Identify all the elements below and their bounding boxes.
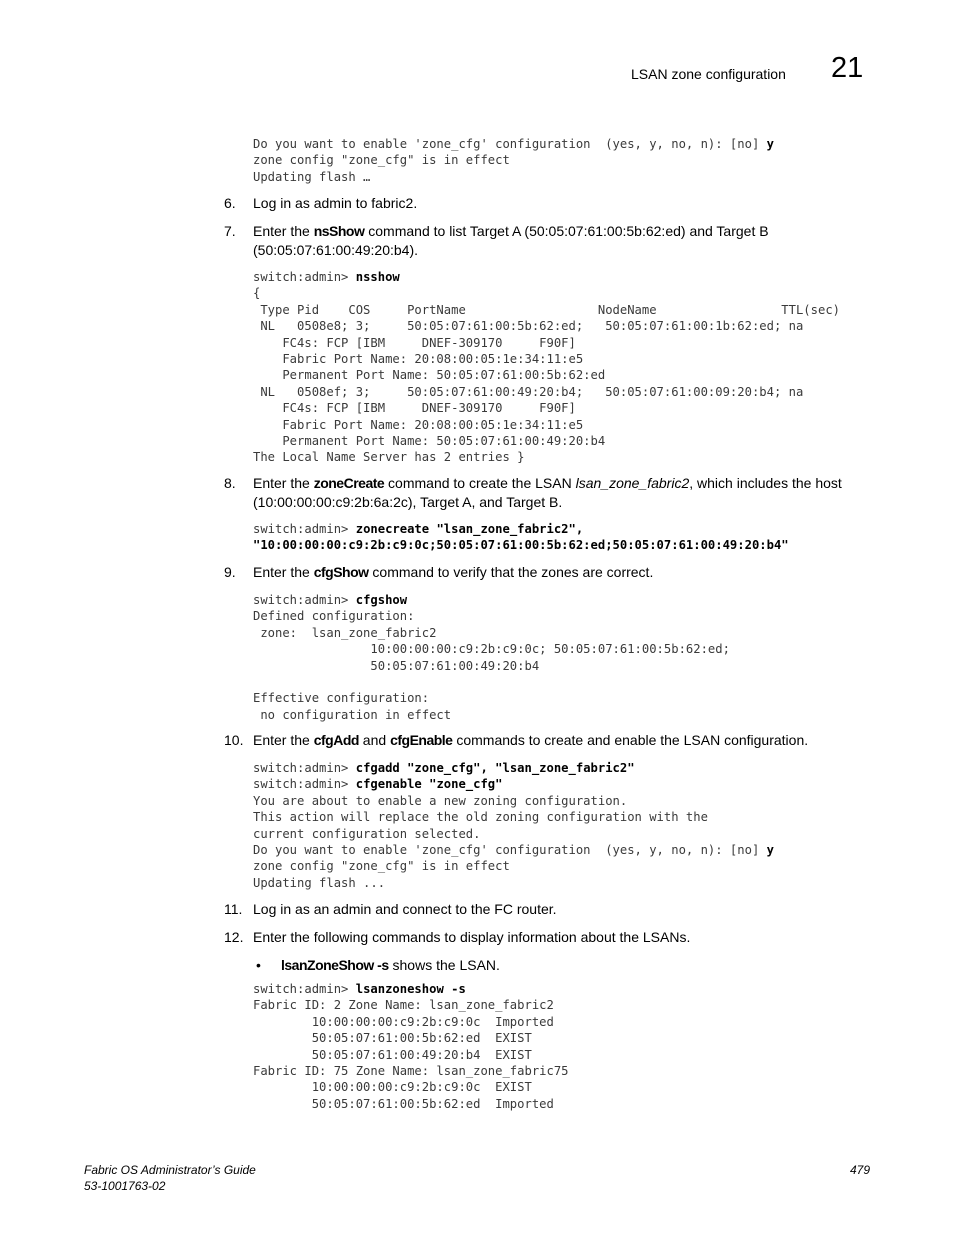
command-name: lsanZoneShow -s <box>281 957 389 973</box>
step-number: 12. <box>224 929 244 945</box>
doc-number: 53-1001763-02 <box>84 1179 166 1193</box>
step-text: Enter the zoneCreate command to create the LSAN lsan_zone_fabric2, which includes the host (10:00:00:00:c9:2b:6a:2c), Target A, and Target B. <box>253 475 842 510</box>
section-title: LSAN zone configuration <box>631 66 786 82</box>
command-input: cfgshow <box>355 593 408 607</box>
code-block-cfgadd-cfgenable: switch:admin> cfgadd "zone_cfg", "lsan_zone_fabric2" switch:admin> cfgenable "zone_cfg" You are about to enable a new zoning configuration. This action will replace the old zoning configuration with the current configuration selected. Do you want to enable 'zone_cfg' configuration (yes, y, no, n): [no] y zone config "zone_cfg" is in effect Updating flash ... <box>253 761 774 890</box>
step-number: 8. <box>224 475 236 491</box>
step-number: 10. <box>224 732 244 748</box>
bullet-text: lsanZoneShow -s shows the LSAN. <box>281 957 500 973</box>
bullet-icon: • <box>256 957 261 973</box>
command-input: cfgenable "zone_cfg" <box>355 777 503 792</box>
command-input: zonecreate "lsan_zone_fabric2", <box>355 522 584 536</box>
code-block-zonecreate: switch:admin> zonecreate "lsan_zone_fabric2", "10:00:00:00:c9:2b:c9:0c;50:05:07:61:00:5b:62:ed;50:05:07:61:00:49:20:b4" <box>253 522 789 553</box>
user-input: y <box>766 843 774 858</box>
zone-name: lsan_zone_fabric2 <box>575 475 690 491</box>
step-number: 11. <box>224 901 243 917</box>
command-name: cfgShow <box>313 564 369 580</box>
command-input: "10:00:00:00:c9:2b:c9:0c;50:05:07:61:00:5b:62:ed;50:05:07:61:00:49:20:b4" <box>253 538 789 553</box>
user-input: y <box>766 137 774 151</box>
command-name: cfgAdd <box>313 732 359 748</box>
step-number: 9. <box>224 564 236 580</box>
code-line: zone config "zone_cfg" is in effect <box>253 153 510 168</box>
book-title: Fabric OS Administrator’s Guide <box>84 1163 256 1177</box>
chapter-number: 21 <box>831 52 864 84</box>
code-block-lsanzoneshow: switch:admin> lsanzoneshow -s Fabric ID: 2 Zone Name: lsan_zone_fabric2 10:00:00:00:c9:2b:c9:0c Imported 50:05:07:61:00:5b:62:ed EXIST 50:05:07:61:00:49:20:b4 EXIST Fabric ID: 75 Zone Name: lsan_zone_fabric75 10:00:00:00:c9:2b:c9:0c EXIST 50:05:07:61:00:5b:62:ed Imported <box>253 982 569 1111</box>
command-name: zoneCreate <box>313 475 385 491</box>
code-block-cfgshow: switch:admin> cfgshow Defined configuration: zone: lsan_zone_fabric2 10:00:00:00:c9:2b:c9:0c; 50:05:07:61:00:5b:62:ed; 50:05:07:61:00:49:20:b4 Effective configuration: no configuration in effect <box>253 593 730 722</box>
command-name: nsShow <box>313 223 365 239</box>
step-text: Enter the cfgShow command to verify that the zones are correct. <box>253 564 654 580</box>
code-block-enable-confirm <box>253 136 774 185</box>
step-text: Log in as admin to fabric2. <box>253 195 418 211</box>
step-text: Enter the nsShow command to list Target A (50:05:07:61:00:5b:62:ed) and Target B (50:05:07:61:00:49:20:b4). <box>253 223 769 258</box>
command-input: lsanzoneshow -s <box>355 982 466 996</box>
step-text: Log in as an admin and connect to the FC router. <box>253 901 557 917</box>
command-name: cfgEnable <box>390 732 453 748</box>
step-number: 7. <box>224 223 236 239</box>
code-line: Updating flash … <box>253 169 371 184</box>
code-line: Do you want to enable 'zone_cfg' configuration (yes, y, no, n): [no] <box>253 137 767 151</box>
command-input: cfgadd "zone_cfg", "lsan_zone_fabric2" <box>355 761 635 775</box>
page-number: 479 <box>850 1163 871 1177</box>
step-number: 6. <box>224 195 236 211</box>
step-text: Enter the cfgAdd and cfgEnable commands to create and enable the LSAN configuration. <box>253 732 809 748</box>
code-block-nsshow: switch:admin> nsshow { Type Pid COS PortName NodeName TTL(sec) NL 0508e8; 3; 50:05:07:61:00:5b:62:ed; 50:05:07:61:00:1b:62:ed; na FC4s: FCP [IBM DNEF-309170 F90F] Fabric Port Name: 20:08:00:05:1e:34:11:e5 Permanent Port Name: 50:05:07:61:00:5b:62:ed NL 0508ef; 3; 50:05:07:61:00:49:20:b4; 50:05:07:61:00:09:20:b4; na FC4s: FCP [IBM DNEF-309170 F90F] Fabric Port Name: 20:08:00:05:1e:34:11:e5 Permanent Port Name: 50:05:07:61:00:49:20:b4 The Local Name Server has 2 entries } <box>253 270 840 465</box>
command-input: nsshow <box>355 270 400 284</box>
step-text: Enter the following commands to display information about the LSANs. <box>253 929 691 945</box>
